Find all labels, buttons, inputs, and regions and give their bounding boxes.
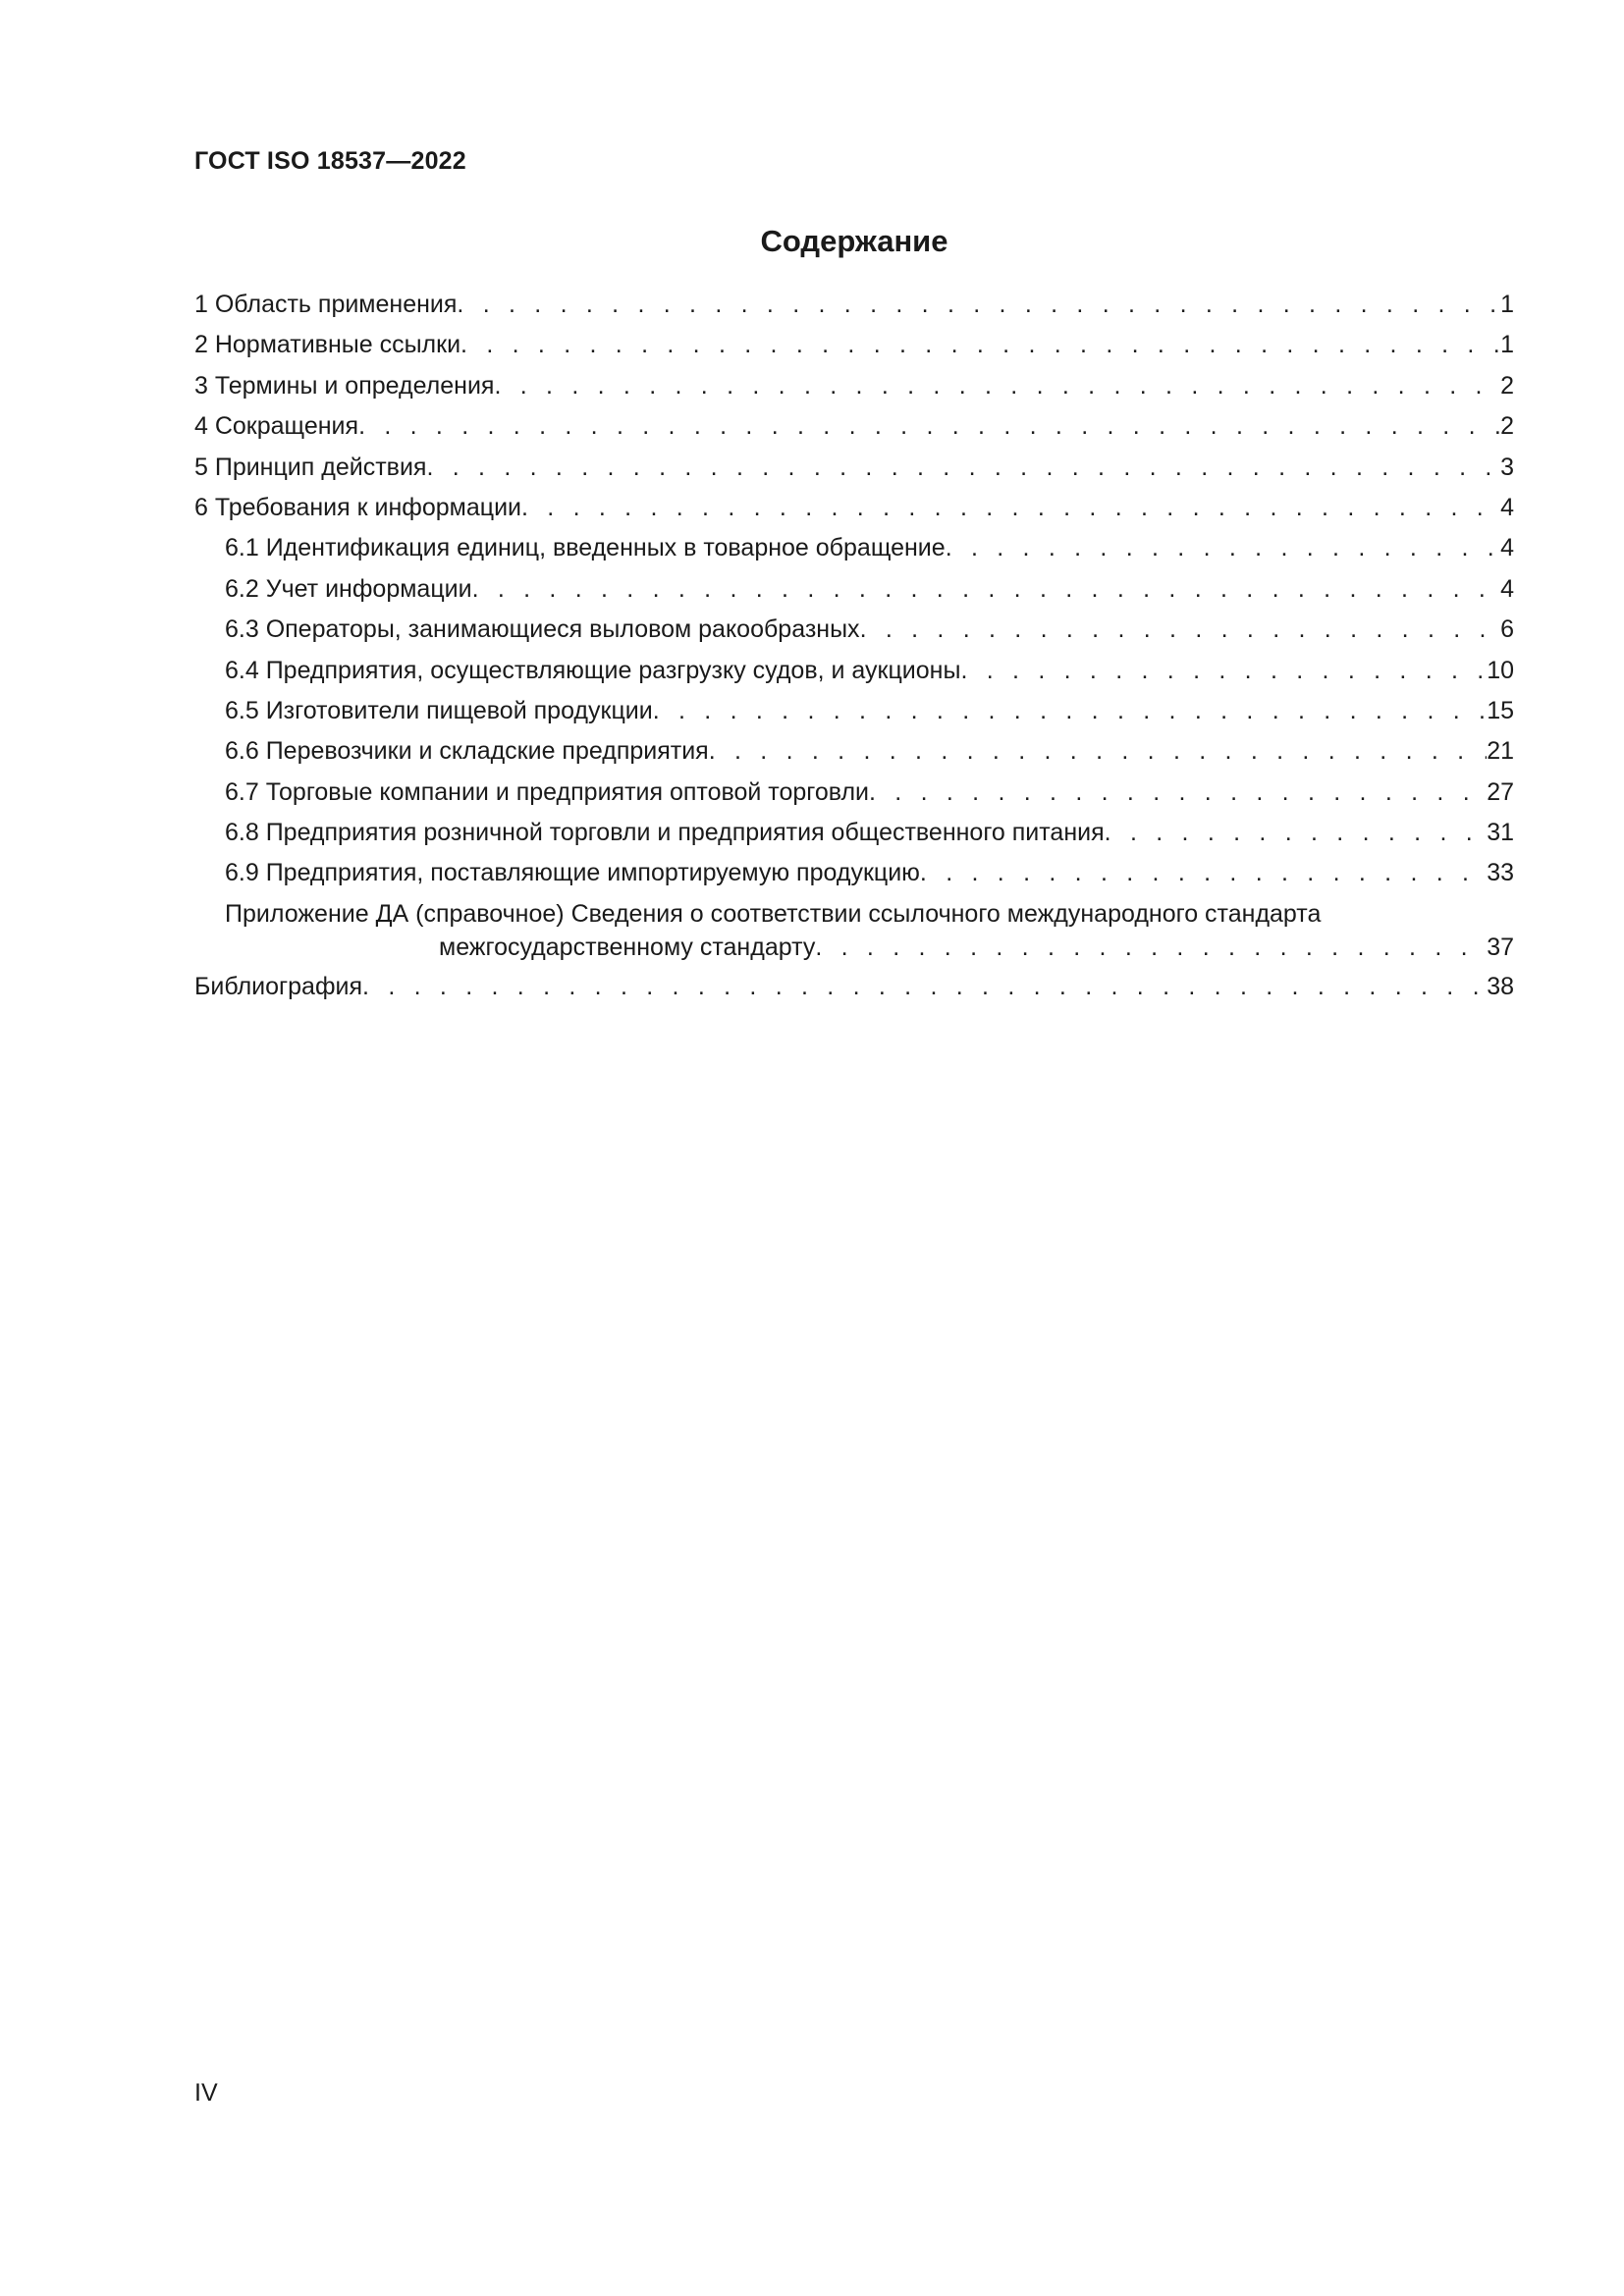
toc-entry-page: 2 [1500, 412, 1514, 441]
page-number: IV [194, 2079, 218, 2107]
toc-leader-dots [460, 325, 1500, 365]
toc-entry[interactable] [194, 406, 1514, 447]
toc-entry-label: 6.7 Торговые компании и предприятия оптовой торговли [225, 777, 870, 806]
toc-entry[interactable] [194, 448, 1514, 488]
toc-entry-label: 6.3 Операторы, занимающиеся выловом ракообразных [225, 615, 860, 644]
toc-leader-dots [860, 610, 1501, 650]
toc-subentry[interactable] [194, 813, 1514, 853]
toc-entry-page: 10 [1487, 656, 1514, 684]
toc-entry-label: 6.2 Учет информации [225, 574, 472, 603]
toc-annex-title-cont: межгосударственному стандарту [439, 933, 816, 961]
toc-subentry[interactable] [194, 651, 1514, 691]
toc-entry-page: 6 [1500, 615, 1514, 644]
toc-leader-dots [1105, 813, 1488, 853]
toc-subentry[interactable] [194, 610, 1514, 650]
toc-subentry[interactable] [194, 773, 1514, 813]
toc-entry[interactable] [194, 366, 1514, 406]
toc-title: Содержание [760, 224, 948, 258]
toc-entry-label: 6.8 Предприятия розничной торговли и предприятия общественного питания [225, 819, 1105, 847]
toc-entry-page: 31 [1487, 819, 1514, 847]
toc-entry-label: 6.5 Изготовители пищевой продукции [225, 696, 653, 724]
toc-entry-label: 4 Сокращения [194, 412, 359, 441]
toc-entry-page: 3 [1500, 453, 1514, 481]
toc-entry-label: 6.1 Идентификация единиц, введенных в товарное обращение [225, 534, 946, 562]
toc-leader-dots [472, 569, 1501, 610]
toc-entry-page: 1 [1500, 291, 1514, 318]
toc-leader-dots [653, 691, 1487, 731]
table-of-contents [194, 285, 1514, 1007]
toc-leader-dots [358, 406, 1500, 447]
toc-leader-dots [815, 928, 1487, 967]
toc-entry-page: 4 [1500, 493, 1514, 521]
toc-subentry[interactable] [194, 528, 1514, 568]
toc-annex-continuation [225, 928, 1514, 967]
toc-subentry[interactable] [194, 731, 1514, 772]
toc-leader-dots [426, 448, 1500, 488]
toc-annex-title: Приложение ДА (справочное) Сведения о соответствии ссылочного международного стандарта [225, 899, 1322, 928]
toc-entry[interactable] [194, 325, 1514, 365]
toc-entry[interactable] [194, 285, 1514, 325]
toc-entry-page: 4 [1500, 534, 1514, 562]
toc-entry-page: 38 [1487, 972, 1514, 1000]
document-code-header: ГОСТ ISO 18537—2022 [194, 147, 466, 175]
toc-entry-label: 2 Нормативные ссылки [194, 331, 461, 359]
toc-entry-label: 3 Термины и определения [194, 371, 495, 400]
toc-entry-page: 4 [1500, 574, 1514, 603]
toc-entry-page: 37 [1487, 933, 1514, 961]
toc-entry-label: 6.6 Перевозчики и складские предприятия [225, 737, 709, 766]
toc-leader-dots [946, 528, 1500, 568]
toc-leader-dots [457, 285, 1500, 325]
toc-leader-dots [709, 731, 1487, 772]
toc-entry-page: 15 [1487, 696, 1514, 724]
toc-entry-page: 33 [1487, 859, 1514, 887]
toc-leader-dots [869, 773, 1487, 813]
toc-subentry[interactable] [194, 691, 1514, 731]
toc-entry-page: 27 [1487, 777, 1514, 806]
toc-entry-label: 6 Требования к информации [194, 493, 521, 521]
toc-entry-page: 21 [1487, 737, 1514, 766]
toc-entry-label: Библиография [194, 972, 363, 1000]
toc-entry-label: 1 Область применения [194, 291, 458, 318]
toc-leader-dots [521, 488, 1500, 528]
toc-entry-bibliography[interactable] [194, 967, 1514, 1007]
toc-entry-label: 5 Принцип действия [194, 453, 427, 481]
toc-leader-dots [920, 853, 1487, 893]
toc-entry-label: 6.9 Предприятия, поставляющие импортируемую продукцию [225, 859, 920, 887]
toc-entry-label: 6.4 Предприятия, осуществляющие разгрузку судов, и аукционы [225, 656, 961, 684]
toc-leader-dots [362, 967, 1487, 1007]
toc-subentry[interactable] [194, 569, 1514, 610]
toc-leader-dots [494, 366, 1500, 406]
toc-entry[interactable] [194, 488, 1514, 528]
toc-annex-entry[interactable] [194, 894, 1514, 967]
toc-entry-page: 1 [1500, 331, 1514, 359]
toc-leader-dots [960, 651, 1487, 691]
toc-entry-page: 2 [1500, 371, 1514, 400]
toc-subentry[interactable] [194, 853, 1514, 893]
